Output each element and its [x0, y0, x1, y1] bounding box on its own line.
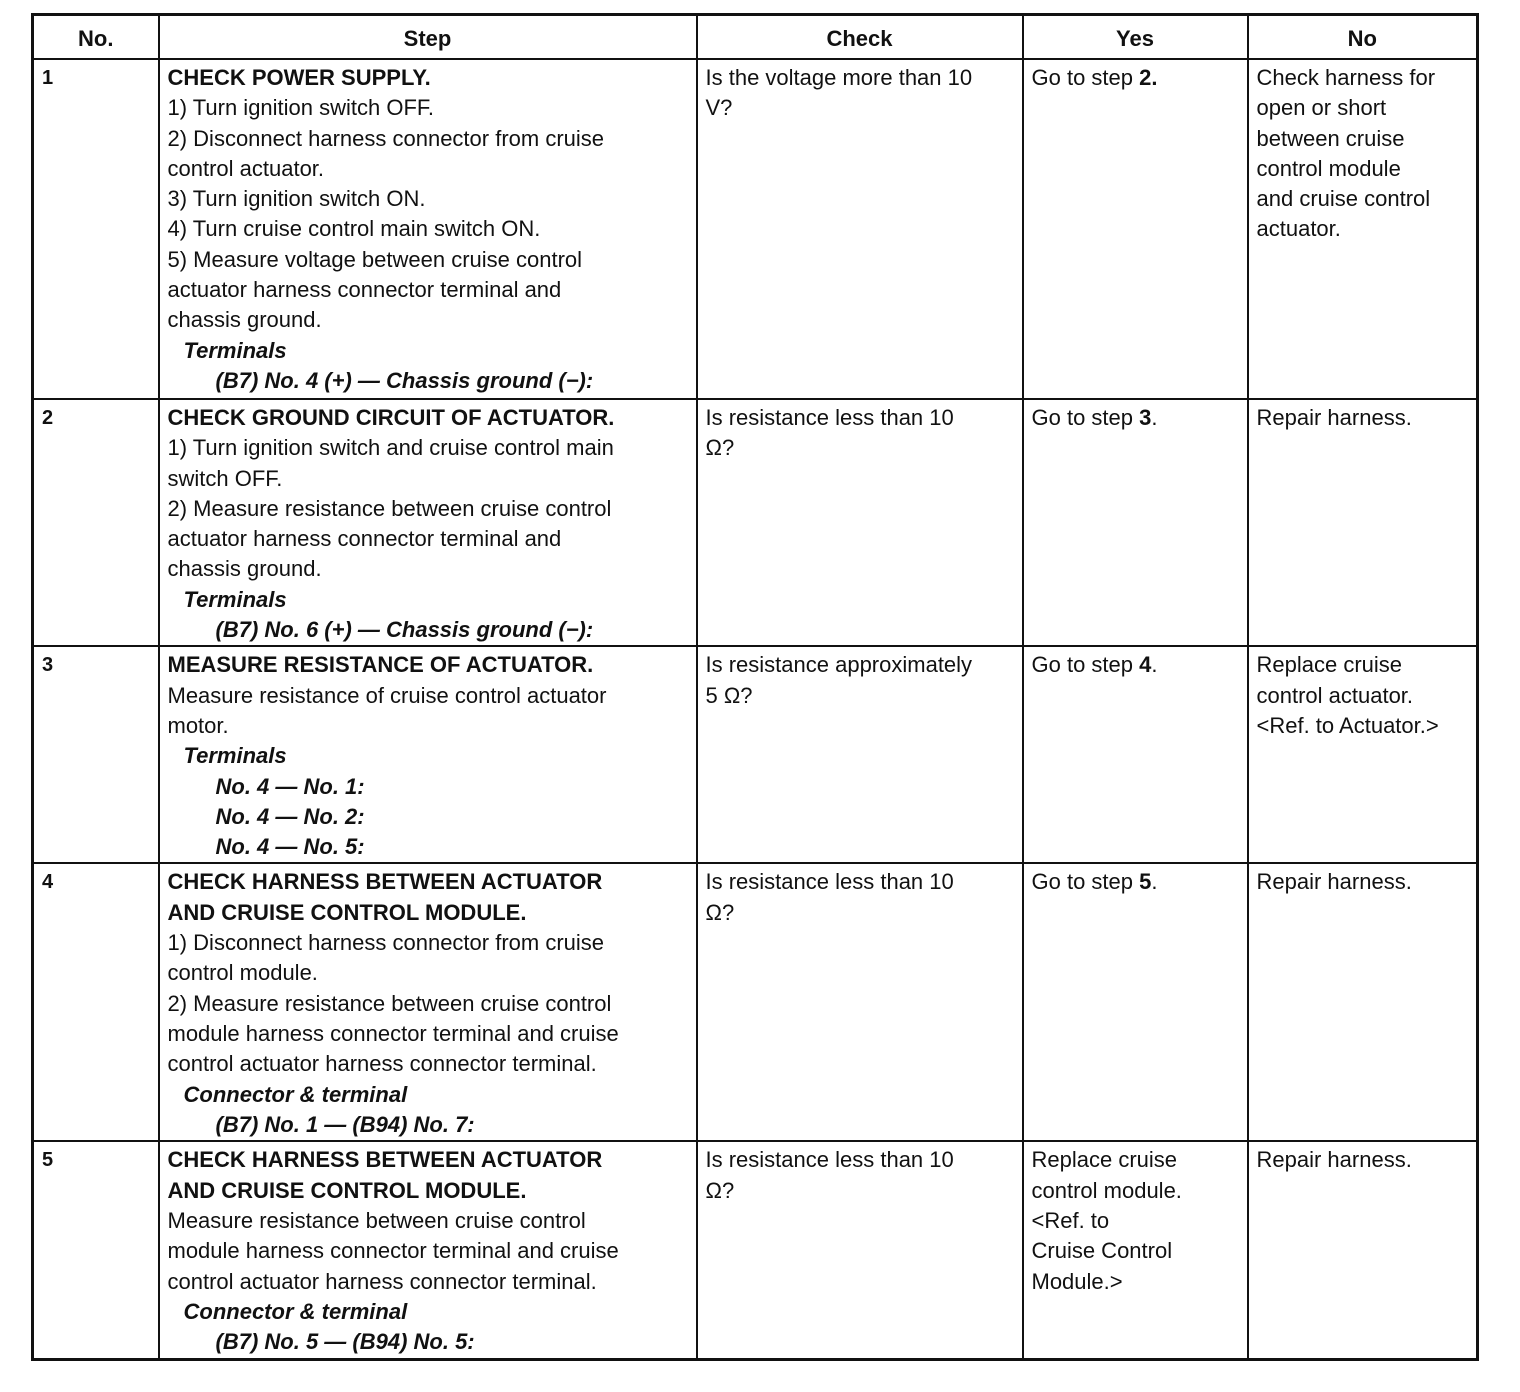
- check-text: Ω?: [705, 899, 735, 925]
- step-line: 1) Turn ignition switch OFF.: [167, 95, 435, 121]
- step-line: actuator harness connector terminal and: [167, 277, 562, 303]
- step-line: control actuator harness connector terminal.: [167, 1051, 597, 1077]
- terminals-label: Terminals: [183, 743, 287, 769]
- no-text: <Ref. to Actuator.>: [1256, 712, 1439, 738]
- step-title: CHECK HARNESS BETWEEN ACTUATOR: [167, 869, 603, 895]
- check-text: Is resistance less than 10: [705, 405, 954, 430]
- terminal-value: (B7) No. 1 — (B94) No. 7:: [215, 1111, 475, 1137]
- step-line: Measure resistance between cruise control: [167, 1208, 586, 1234]
- no-text: Repair harness.: [1256, 1147, 1412, 1173]
- yes-text: Go to step: [1031, 869, 1140, 895]
- yes-cell: [1023, 646, 1248, 863]
- no-text: Replace cruise: [1256, 652, 1403, 678]
- step-line: module harness connector terminal and cruise: [167, 1238, 619, 1264]
- terminal-value: No. 4 — No. 1:: [215, 773, 365, 799]
- yes-text: Module.>: [1031, 1268, 1123, 1294]
- yes-text: control module.: [1031, 1177, 1182, 1203]
- table-row: [33, 1141, 1478, 1359]
- check-cell: [697, 1141, 1023, 1359]
- step-cell: [159, 863, 697, 1141]
- table-row: [33, 863, 1478, 1141]
- step-line: module harness connector terminal and cruise: [167, 1020, 619, 1046]
- no-text: Repair harness.: [1256, 869, 1412, 895]
- step-title: AND CRUISE CONTROL MODULE.: [167, 1177, 527, 1203]
- check-text: V?: [705, 95, 733, 121]
- no-text: Check harness for: [1256, 65, 1436, 90]
- terminal-value: (B7) No. 6 (+) — Chassis ground (−):: [215, 617, 594, 643]
- row-number: 1: [33, 59, 159, 399]
- step-title: MEASURE RESISTANCE OF ACTUATOR.: [167, 652, 594, 678]
- yes-suffix: .: [1151, 652, 1158, 678]
- step-cell: [159, 1141, 697, 1359]
- step-line: 1) Disconnect harness connector from cruise: [167, 930, 605, 956]
- no-text: between cruise: [1256, 125, 1405, 151]
- header-check: Check: [697, 15, 1023, 60]
- terminal-value: No. 4 — No. 5:: [215, 834, 365, 860]
- step-line: 4) Turn cruise control main switch ON.: [167, 216, 541, 242]
- step-line: 2) Measure resistance between cruise control: [167, 495, 612, 521]
- step-line: 1) Turn ignition switch and cruise control main: [167, 435, 614, 461]
- yes-text: Cruise Control: [1031, 1238, 1173, 1264]
- check-text: Ω?: [705, 1177, 735, 1203]
- step-cell: [159, 646, 697, 863]
- yes-cell: [1023, 863, 1248, 1141]
- step-title: CHECK POWER SUPPLY.: [167, 65, 431, 90]
- no-cell: [1248, 863, 1478, 1141]
- no-text: open or short: [1256, 95, 1387, 121]
- step-reference: 3: [1139, 405, 1152, 430]
- yes-text: Go to step: [1031, 405, 1140, 430]
- step-line: Measure resistance of cruise control actuator: [167, 682, 607, 708]
- no-text: actuator.: [1256, 216, 1341, 242]
- step-reference: 5: [1139, 869, 1152, 895]
- no-cell: [1248, 1141, 1478, 1359]
- row-number: 2: [33, 399, 159, 646]
- step-line: control module.: [167, 960, 318, 986]
- check-text: Is the voltage more than 10: [705, 65, 973, 90]
- terminals-label: Connector & terminal: [183, 1298, 408, 1324]
- yes-suffix: .: [1151, 869, 1158, 895]
- yes-text: Go to step: [1031, 65, 1140, 90]
- terminal-value: (B7) No. 5 — (B94) No. 5:: [215, 1329, 475, 1355]
- step-title: AND CRUISE CONTROL MODULE.: [167, 899, 527, 925]
- yes-suffix: .: [1151, 405, 1158, 430]
- step-line: control actuator.: [167, 155, 325, 181]
- yes-cell: [1023, 59, 1248, 399]
- yes-text: Go to step: [1031, 652, 1140, 678]
- row-number: 3: [33, 646, 159, 863]
- row-number: 5: [33, 1141, 159, 1359]
- no-text: control module: [1256, 155, 1401, 181]
- step-line: control actuator harness connector terminal.: [167, 1268, 597, 1294]
- table-row: [33, 399, 1478, 646]
- step-line: switch OFF.: [167, 465, 283, 491]
- step-reference: 4: [1139, 652, 1152, 678]
- check-text: Ω?: [705, 435, 735, 461]
- header-no: No.: [33, 15, 159, 60]
- step-cell: [159, 399, 697, 646]
- terminals-label: Terminals: [183, 586, 287, 612]
- header-no-result: No: [1248, 15, 1478, 60]
- check-cell: [697, 646, 1023, 863]
- table-header-row: [33, 15, 1478, 60]
- yes-text: Replace cruise: [1031, 1147, 1178, 1173]
- yes-text: <Ref. to: [1031, 1208, 1110, 1234]
- check-text: 5 Ω?: [705, 682, 753, 708]
- step-line: 5) Measure voltage between cruise control: [167, 246, 583, 272]
- check-text: Is resistance approximately: [705, 652, 973, 678]
- terminal-value: (B7) No. 4 (+) — Chassis ground (−):: [215, 367, 594, 393]
- check-cell: [697, 863, 1023, 1141]
- no-cell: [1248, 59, 1478, 399]
- step-line: 2) Disconnect harness connector from cruise: [167, 125, 605, 151]
- no-cell: [1248, 399, 1478, 646]
- step-title: CHECK HARNESS BETWEEN ACTUATOR: [167, 1147, 603, 1173]
- step-line: motor.: [167, 712, 229, 738]
- no-cell: [1248, 646, 1478, 863]
- check-cell: [697, 399, 1023, 646]
- row-number: 4: [33, 863, 159, 1141]
- yes-cell: [1023, 1141, 1248, 1359]
- check-cell: [697, 59, 1023, 399]
- no-text: Repair harness.: [1256, 405, 1412, 430]
- step-title: CHECK GROUND CIRCUIT OF ACTUATOR.: [167, 405, 615, 430]
- step-line: chassis ground.: [167, 307, 322, 333]
- no-text: control actuator.: [1256, 682, 1414, 708]
- yes-cell: [1023, 399, 1248, 646]
- step-cell: [159, 59, 697, 399]
- check-text: Is resistance less than 10: [705, 869, 954, 895]
- header-step: Step: [159, 15, 697, 60]
- step-reference: 2.: [1139, 65, 1158, 90]
- table-row: [33, 646, 1478, 863]
- terminal-value: No. 4 — No. 2:: [215, 803, 365, 829]
- table-row: [33, 59, 1478, 399]
- diagnostic-table: [31, 13, 1479, 1361]
- step-line: 3) Turn ignition switch ON.: [167, 186, 426, 212]
- terminals-label: Terminals: [183, 337, 287, 363]
- header-yes: Yes: [1023, 15, 1248, 60]
- step-line: 2) Measure resistance between cruise control: [167, 990, 612, 1016]
- no-text: and cruise control: [1256, 186, 1431, 212]
- check-text: Is resistance less than 10: [705, 1147, 954, 1173]
- step-line: actuator harness connector terminal and: [167, 526, 562, 552]
- terminals-label: Connector & terminal: [183, 1081, 408, 1107]
- step-line: chassis ground.: [167, 556, 322, 582]
